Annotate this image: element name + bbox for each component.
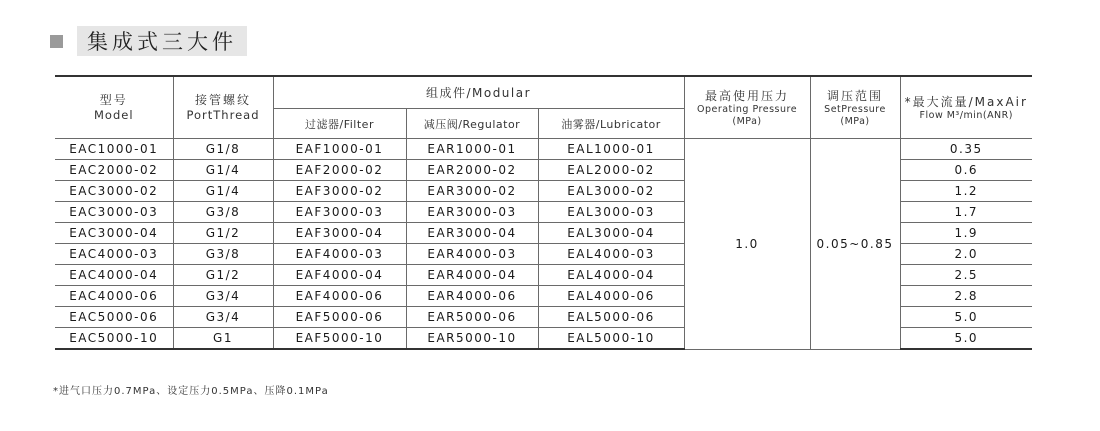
spec-table [55,75,1032,350]
table-body [55,139,1032,350]
cell-thread: G3/8 [173,202,273,223]
cell-flow: 5.0 [900,328,1032,350]
header-operating-pressure: 最高使用压力 Operating Pressure (MPa) [684,76,810,139]
cell-regulator: EAR3000-04 [406,223,538,244]
cell-flow: 1.2 [900,181,1032,202]
cell-flow: 2.0 [900,244,1032,265]
cell-thread: G3/4 [173,286,273,307]
cell-model: EAC4000-03 [55,244,173,265]
cell-regulator: EAR5000-10 [406,328,538,350]
cell-model: EAC2000-02 [55,160,173,181]
cell-thread: G1/4 [173,160,273,181]
cell-regulator: EAR3000-03 [406,202,538,223]
cell-regulator: EAR4000-03 [406,244,538,265]
cell-thread: G1 [173,328,273,350]
cell-lubricator: EAL3000-02 [538,181,684,202]
cell-thread: G1/2 [173,265,273,286]
cell-thread: G1/8 [173,139,273,160]
cell-model: EAC4000-06 [55,286,173,307]
header-filter: 过滤器/Filter [273,109,406,139]
cell-thread: G3/8 [173,244,273,265]
header-lubricator: 油雾器/Lubricator [538,109,684,139]
cell-lubricator: EAL4000-04 [538,265,684,286]
cell-lubricator: EAL3000-04 [538,223,684,244]
cell-lubricator: EAL4000-06 [538,286,684,307]
cell-filter: EAF5000-06 [273,307,406,328]
section-title [50,26,247,56]
header-port-thread: 接管螺纹 PortThread [173,76,273,139]
cell-thread: G3/4 [173,307,273,328]
cell-lubricator: EAL3000-03 [538,202,684,223]
cell-model: EAC5000-10 [55,328,173,350]
cell-lubricator: EAL2000-02 [538,160,684,181]
cell-max-pressure: 1.0 [684,139,810,350]
cell-lubricator: EAL1000-01 [538,139,684,160]
cell-model: EAC3000-02 [55,181,173,202]
table-row [55,139,1032,160]
header-modular: 组成件/Modular [273,76,684,109]
cell-lubricator: EAL5000-06 [538,307,684,328]
cell-flow: 0.35 [900,139,1032,160]
cell-flow: 5.0 [900,307,1032,328]
cell-regulator: EAR4000-04 [406,265,538,286]
cell-lubricator: EAL5000-10 [538,328,684,350]
cell-model: EAC1000-01 [55,139,173,160]
cell-flow: 1.9 [900,223,1032,244]
cell-filter: EAF4000-03 [273,244,406,265]
header-set-pressure: 调压范围 SetPressure (MPa) [810,76,900,139]
header-max-flow: *最大流量/MaxAir Flow M³/min(ANR) [900,76,1032,139]
cell-flow: 2.5 [900,265,1032,286]
cell-regulator: EAR1000-01 [406,139,538,160]
cell-regulator: EAR3000-02 [406,181,538,202]
cell-filter: EAF2000-02 [273,160,406,181]
cell-filter: EAF3000-04 [273,223,406,244]
cell-regulator: EAR4000-06 [406,286,538,307]
cell-model: EAC3000-04 [55,223,173,244]
cell-filter: EAF3000-02 [273,181,406,202]
cell-lubricator: EAL4000-03 [538,244,684,265]
cell-set-range: 0.05~0.85 [810,139,900,350]
cell-filter: EAF4000-04 [273,265,406,286]
cell-filter: EAF5000-10 [273,328,406,350]
cell-filter: EAF1000-01 [273,139,406,160]
header-regulator: 减压阀/Regulator [406,109,538,139]
footnote: *进气口压力0.7MPa、设定压力0.5MPa、压降0.1MPa [53,386,329,397]
title-square-icon [50,35,63,48]
header-model: 型号 Model [55,76,173,139]
cell-flow: 1.7 [900,202,1032,223]
cell-model: EAC5000-06 [55,307,173,328]
cell-regulator: EAR2000-02 [406,160,538,181]
cell-regulator: EAR5000-06 [406,307,538,328]
cell-filter: EAF4000-06 [273,286,406,307]
cell-filter: EAF3000-03 [273,202,406,223]
cell-flow: 0.6 [900,160,1032,181]
cell-model: EAC4000-04 [55,265,173,286]
cell-model: EAC3000-03 [55,202,173,223]
cell-thread: G1/4 [173,181,273,202]
cell-thread: G1/2 [173,223,273,244]
page-title: 集成式三大件 [77,26,247,56]
cell-flow: 2.8 [900,286,1032,307]
